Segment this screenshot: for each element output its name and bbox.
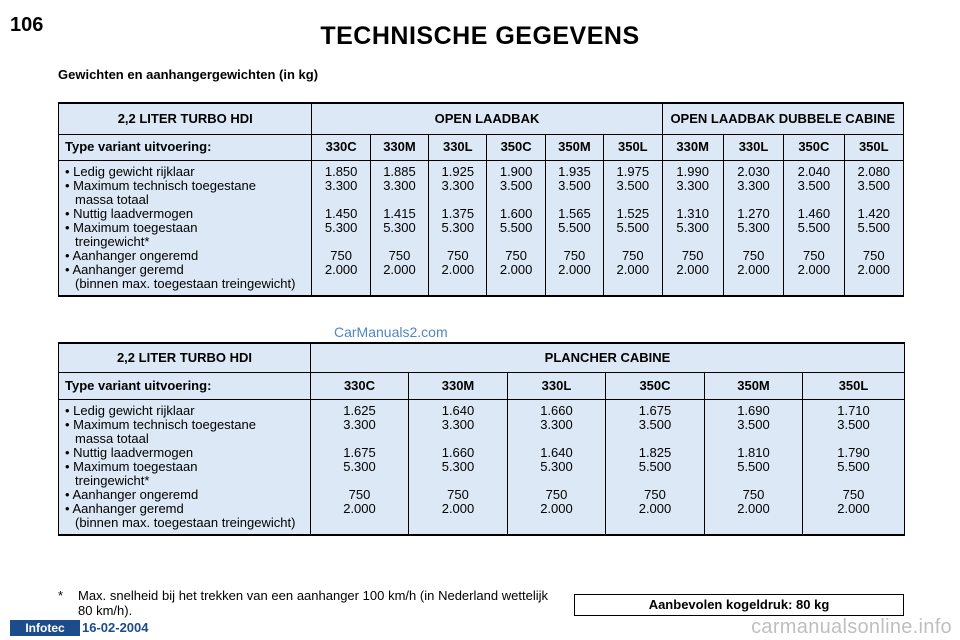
row-label-text: • Aanhanger geremd <box>65 261 184 277</box>
table-cell: 2.080 <box>844 160 903 179</box>
table-cell: 2.040 <box>784 160 844 179</box>
column-header: 330M <box>409 372 508 399</box>
table-cell: 1.900 <box>487 160 545 179</box>
table-cell: 1.420 <box>844 207 903 221</box>
table-cell: 2.000 <box>844 263 903 296</box>
row-label <box>59 160 312 179</box>
table-row <box>59 207 904 221</box>
table-cell: 1.415 <box>370 207 428 221</box>
table-row <box>59 460 905 488</box>
infotec-logo: Infotec <box>10 620 80 636</box>
table-cell: 1.925 <box>429 160 487 179</box>
column-header: 330L <box>508 372 606 399</box>
weights-table-open-laadbak <box>58 102 904 297</box>
table-cell: 5.500 <box>784 221 844 249</box>
table-cell: 5.500 <box>705 460 803 488</box>
table-cell: 750 <box>370 249 428 263</box>
column-header: 350C <box>606 372 705 399</box>
table-cell: 3.300 <box>723 179 783 207</box>
row-label <box>59 179 312 207</box>
table-cell: 750 <box>409 488 508 502</box>
table-cell: 5.300 <box>508 460 606 488</box>
table-cell: 750 <box>508 488 606 502</box>
table-cell: 3.500 <box>844 179 903 207</box>
table-cell: 1.375 <box>429 207 487 221</box>
table-cell: 1.690 <box>705 399 803 418</box>
row-label <box>59 446 311 460</box>
table-cell: 1.825 <box>606 446 705 460</box>
table-cell: 2.000 <box>311 502 409 535</box>
page-title: TECHNISCHE GEGEVENS <box>320 22 640 50</box>
row-label-text: • Maximum technisch toegestane <box>65 416 256 432</box>
table-cell: 5.300 <box>662 221 723 249</box>
column-header: 330C <box>312 134 370 160</box>
table-cell: 750 <box>803 488 905 502</box>
table-cell: 5.300 <box>311 460 409 488</box>
table-cell: 3.300 <box>311 418 409 446</box>
row-label-text: • Ledig gewicht rijklaar <box>65 163 195 179</box>
row-label <box>59 502 311 535</box>
row-label-text: • Ledig gewicht rijklaar <box>65 402 195 418</box>
table-row <box>59 399 905 418</box>
table-cell: 2.000 <box>803 502 905 535</box>
row-label-continuation: (binnen max. toegestaan treingewicht) <box>75 275 296 291</box>
table-cell: 2.000 <box>705 502 803 535</box>
table-cell: 2.000 <box>370 263 428 296</box>
table-cell: 1.565 <box>545 207 603 221</box>
table-cell: 2.000 <box>784 263 844 296</box>
table-cell: 5.500 <box>844 221 903 249</box>
table-cell: 1.675 <box>311 446 409 460</box>
table-cell: 1.810 <box>705 446 803 460</box>
print-date: 16-02-2004 <box>82 620 149 635</box>
table-cell: 750 <box>662 249 723 263</box>
group-header-plancher-cabine: PLANCHER CABINE <box>311 343 905 372</box>
table-cell: 2.000 <box>606 502 705 535</box>
table-row <box>59 179 904 207</box>
column-header: 350L <box>803 372 905 399</box>
row-label <box>59 460 311 488</box>
table-cell: 750 <box>429 249 487 263</box>
table-cell: 5.300 <box>723 221 783 249</box>
table-cell: 1.525 <box>604 207 662 221</box>
row-label <box>59 249 312 263</box>
engine-header: 2,2 LITER TURBO HDI <box>59 103 312 134</box>
table-cell: 5.500 <box>487 221 545 249</box>
table-cell: 3.300 <box>662 179 723 207</box>
row-label-text: • Aanhanger ongeremd <box>65 486 199 502</box>
table-cell: 5.500 <box>604 221 662 249</box>
table-cell: 2.000 <box>487 263 545 296</box>
table-cell: 1.310 <box>662 207 723 221</box>
table-cell: 1.460 <box>784 207 844 221</box>
row-label-continuation: (binnen max. toegestaan treingewicht) <box>75 514 296 530</box>
footnote <box>58 588 548 618</box>
column-header: 350C <box>784 134 844 160</box>
kogeldruk-box: Aanbevolen kogeldruk: 80 kg <box>574 594 904 616</box>
row-label <box>59 221 312 249</box>
table-cell: 3.500 <box>545 179 603 207</box>
table-cell: 5.500 <box>545 221 603 249</box>
section-subtitle: Gewichten en aanhangergewichten (in kg) <box>58 67 319 82</box>
table-cell: 5.500 <box>803 460 905 488</box>
table-cell: 2.000 <box>508 502 606 535</box>
table-cell: 3.500 <box>784 179 844 207</box>
table-row <box>59 446 905 460</box>
table-cell: 3.300 <box>312 179 370 207</box>
table-cell: 2.000 <box>312 263 370 296</box>
table-cell: 1.850 <box>312 160 370 179</box>
table-cell: 1.885 <box>370 160 428 179</box>
table-cell: 5.300 <box>370 221 428 249</box>
table-cell: 3.500 <box>604 179 662 207</box>
table-cell: 2.000 <box>545 263 603 296</box>
table-cell: 1.640 <box>508 446 606 460</box>
table-cell: 1.600 <box>487 207 545 221</box>
table-row <box>59 418 905 446</box>
type-variant-label: Type variant uitvoering: <box>59 134 312 160</box>
table-cell: 750 <box>604 249 662 263</box>
column-header: 330M <box>662 134 723 160</box>
table-cell: 750 <box>606 488 705 502</box>
row-label-continuation: treingewicht* <box>75 233 150 249</box>
row-label-text: • Maximum toegestaan <box>65 458 198 474</box>
table-cell: 3.500 <box>803 418 905 446</box>
table-cell: 1.660 <box>508 399 606 418</box>
table-cell: 3.300 <box>508 418 606 446</box>
group-header-dubbele-cabine: OPEN LAADBAK DUBBELE CABINE <box>662 103 903 134</box>
row-label-continuation: massa totaal <box>75 430 149 446</box>
row-label-text: • Aanhanger ongeremd <box>65 247 199 263</box>
table-cell: 1.975 <box>604 160 662 179</box>
table-cell: 2.000 <box>723 263 783 296</box>
column-header: 330L <box>723 134 783 160</box>
column-header: 350L <box>844 134 903 160</box>
table-cell: 1.675 <box>606 399 705 418</box>
column-header: 330C <box>311 372 409 399</box>
table-cell: 1.710 <box>803 399 905 418</box>
column-header: 330L <box>429 134 487 160</box>
table-cell: 750 <box>545 249 603 263</box>
group-header-open-laadbak: OPEN LAADBAK <box>312 103 662 134</box>
table-row <box>59 263 904 296</box>
row-label-continuation: massa totaal <box>75 191 149 207</box>
row-label <box>59 263 312 296</box>
site-watermark: carmanualsonline.info <box>751 616 952 638</box>
table-cell: 1.790 <box>803 446 905 460</box>
table-cell: 1.990 <box>662 160 723 179</box>
table-row <box>59 160 904 179</box>
table-cell: 750 <box>844 249 903 263</box>
row-label <box>59 207 312 221</box>
column-header: 350M <box>545 134 603 160</box>
row-label-text: • Maximum technisch toegestane <box>65 177 256 193</box>
table-cell: 750 <box>705 488 803 502</box>
table-cell: 3.500 <box>606 418 705 446</box>
row-label-text: • Nuttig laadvermogen <box>65 205 194 221</box>
table-cell: 2.000 <box>409 502 508 535</box>
row-label <box>59 399 311 418</box>
engine-header: 2,2 LITER TURBO HDI <box>59 343 311 372</box>
table-cell: 3.300 <box>429 179 487 207</box>
column-header: 350L <box>604 134 662 160</box>
watermark-text: CarManuals2.com <box>334 324 448 340</box>
table-cell: 2.030 <box>723 160 783 179</box>
table-row <box>59 221 904 249</box>
table-row <box>59 249 904 263</box>
row-label <box>59 418 311 446</box>
table-cell: 750 <box>311 488 409 502</box>
table-cell: 750 <box>312 249 370 263</box>
table-cell: 2.000 <box>662 263 723 296</box>
table-cell: 3.500 <box>487 179 545 207</box>
table-cell: 5.300 <box>409 460 508 488</box>
table-cell: 5.500 <box>606 460 705 488</box>
table-row <box>59 502 905 535</box>
table-cell: 1.625 <box>311 399 409 418</box>
column-header: 350C <box>487 134 545 160</box>
footnote-marker: * <box>58 588 64 603</box>
row-label-text: • Maximum toegestaan <box>65 219 198 235</box>
footnote-text: Max. snelheid bij het trekken van een aanhanger 100 km/h (in Nederland wettelijk 80 km/h). <box>78 588 548 618</box>
table-cell: 5.300 <box>429 221 487 249</box>
table-cell: 3.300 <box>370 179 428 207</box>
table-cell: 2.000 <box>429 263 487 296</box>
table-cell: 1.450 <box>312 207 370 221</box>
table-cell: 1.270 <box>723 207 783 221</box>
table-cell: 5.300 <box>312 221 370 249</box>
type-variant-label: Type variant uitvoering: <box>59 372 311 399</box>
table-cell: 3.300 <box>409 418 508 446</box>
table-cell: 1.935 <box>545 160 603 179</box>
page-number: 106 <box>10 14 44 36</box>
table-cell: 1.640 <box>409 399 508 418</box>
row-label-text: • Nuttig laadvermogen <box>65 444 194 460</box>
column-header: 330M <box>370 134 428 160</box>
table-cell: 3.500 <box>705 418 803 446</box>
row-label-text: • Aanhanger geremd <box>65 500 184 516</box>
column-header: 350M <box>705 372 803 399</box>
row-label-continuation: treingewicht* <box>75 472 150 488</box>
table-cell: 750 <box>723 249 783 263</box>
row-label <box>59 488 311 502</box>
table-cell: 750 <box>784 249 844 263</box>
table-row <box>59 488 905 502</box>
weights-table-plancher-cabine <box>58 342 905 536</box>
table-cell: 1.660 <box>409 446 508 460</box>
table-cell: 2.000 <box>604 263 662 296</box>
table-cell: 750 <box>487 249 545 263</box>
